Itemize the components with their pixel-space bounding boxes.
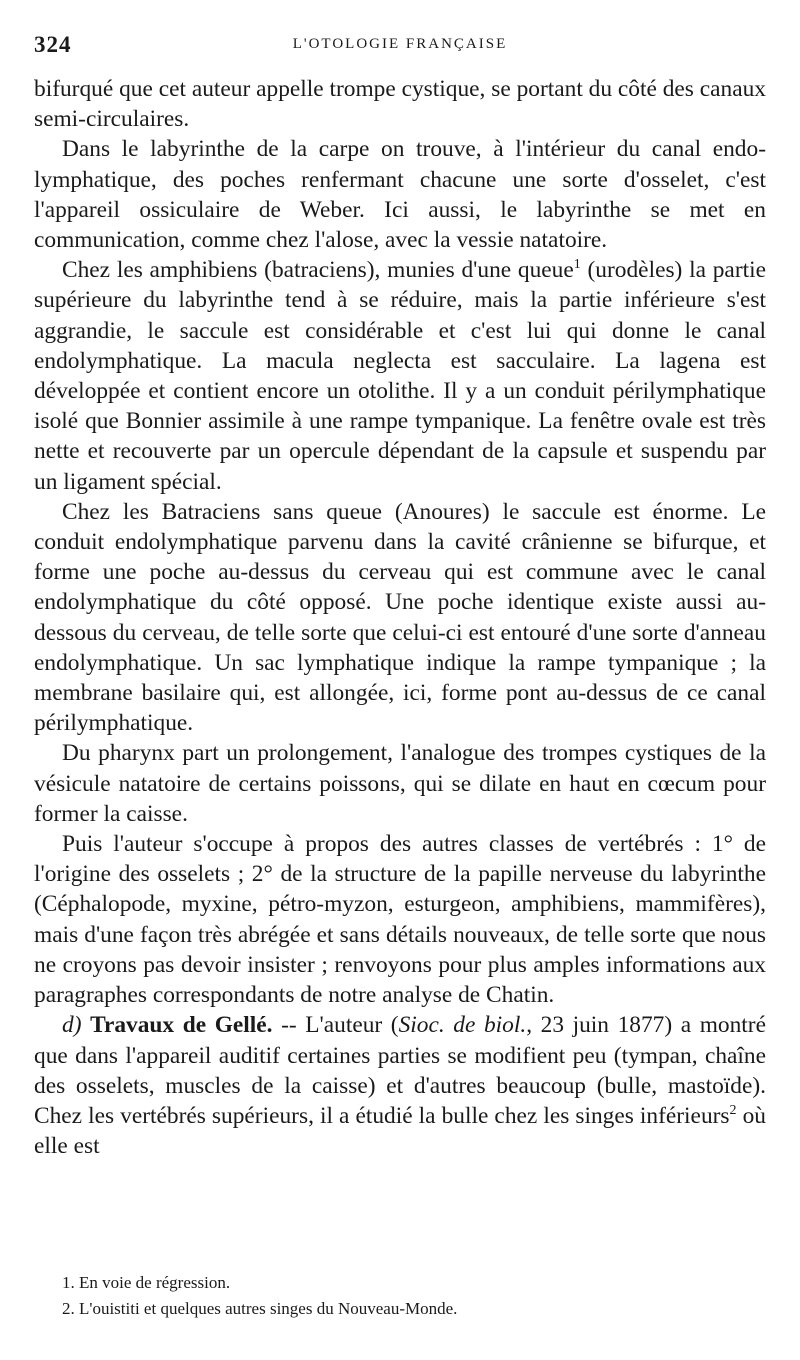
paragraph-3-text-b: (urodèles) la partie supérieure du labyrinthe tend à se réduire, mais la partie inférieure s'est aggrandie, le saccule est considérable et c'est lui qui donne le canal endolymphatique. La macula neglecta est sacculaire. La lagena est développée et contient encore un otolithe. Il y a un conduit périlymphatique isolé que Bonnier assimile à une rampe tympanique. La fenêtre ovale est très nette et recouverte par un opercule dépendant de la capsule et suspendu par un ligament spécial. [34,257,766,495]
paragraph-2: Dans le labyrinthe de la carpe on trouve, à l'intérieur du canal endo-lymphatique, des poches renfermant chacune une sorte d'osselet, c'est l'appareil ossiculaire de Weber. Ici aussi, le labyrinthe se met en communication, comme chez l'alose, avec la vessie natatoire. [34,136,766,254]
section-text-a: a montré que dans l'appareil auditif certaines parties se modifient peu (tympan, chaîne des osselets, muscles de la caisse) et d'autres beaucoup (bulle, mastoïde). Chez les vertébrés supérieurs, il a étudié la bulle chez les singes inférieurs [34,1012,766,1129]
footnote-ref-1: 1 [573,257,581,273]
footnote-ref-2: 2 [729,1102,737,1118]
footnote-2: 2. L'ouistiti et quelques autres singes du Nouveau-Monde. [62,1299,458,1318]
paragraph-1-text: bifurqué que cet auteur appelle trompe cystique, se portant du côté des canaux semi-circulaires. [34,76,766,133]
section-ref-tail: , 23 juin 1877) [526,1012,673,1039]
section-d [34,1010,766,1161]
section-ref: Sioc. de biol. [398,1012,527,1039]
body-text [34,74,766,1161]
footnotes [62,1270,766,1322]
running-head: L'OTOLOGIE FRANÇAISE [292,36,508,52]
page-header [34,30,766,64]
paragraph-5: Du pharynx part un prolongement, l'analogue des trompes cystiques de la vésicule natatoire de certains poissons, qui se dilate en haut en cœcum pour former la caisse. [34,740,766,827]
paragraph-6: Puis l'auteur s'occupe à propos des autres classes de vertébrés : 1° de l'origine des osselets ; 2° de la structure de la papille nerveuse du labyrinthe (Céphalopode, myxine, pétro-myzon, esturgeon, amphibiens, mammifères), mais d'une façon très abrégée et sans détails nouveaux, de telle sorte que nous ne croyons pas devoir insister ; renvoyons pour plus amples informations aux paragraphes correspondants de notre analyse de Chatin. [34,831,766,1009]
paragraph-3 [34,255,766,497]
paragraph-4: Chez les Batraciens sans queue (Anoures) le saccule est énorme. Le conduit endolymphatique parvenu dans la cavité crânienne se bifurque, et forme une poche au-dessus du cerveau qui est commune avec le canal endolymphatique du côté opposé. Une poche identique existe aussi au-dessous du cerveau, de telle sorte que celui-ci est entouré d'une sorte d'anneau endolymphatique. Un sac lymphatique indique la rampe tympanique ; la membrane basilaire qui, est allongée, ici, forme pont au-dessus de ce canal périlymphatique. [34,498,766,737]
section-letter: d) [62,1012,82,1039]
paragraph-3-text-a: Chez les amphibiens (batraciens), munies d'une queue [62,257,574,284]
paragraph-1 [34,74,766,134]
footnote-1: 1. En voie de régression. [62,1273,231,1292]
section-text-b: où elle est [34,1102,766,1160]
page-number: 324 [34,32,72,57]
section-dash: -- L'auteur ( [272,1012,399,1039]
section-title: Travaux de Gellé. [90,1012,273,1039]
